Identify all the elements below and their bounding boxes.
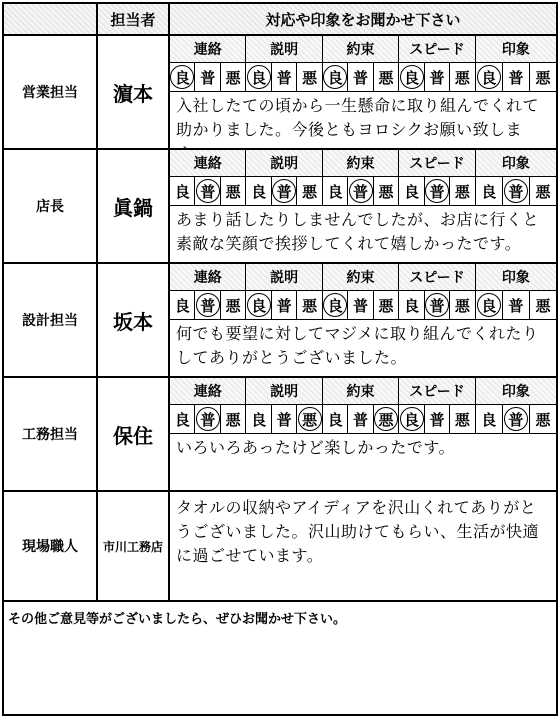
section-3 bbox=[4, 378, 556, 492]
grade-option[interactable]: 悪 bbox=[535, 182, 551, 201]
category-label: 連絡 bbox=[170, 150, 246, 176]
grade-option[interactable]: 良 bbox=[323, 291, 348, 319]
grade-option[interactable]: 悪 bbox=[535, 410, 551, 429]
comment-text: いろいろあったけど楽しかったです。 bbox=[176, 438, 456, 457]
grade-option[interactable]: 良 bbox=[170, 291, 195, 319]
grade-option[interactable]: 良 bbox=[323, 405, 348, 433]
grade-option[interactable]: 良 bbox=[246, 177, 271, 205]
evaluation-area bbox=[170, 492, 556, 600]
grade-option[interactable]: 良 bbox=[246, 63, 271, 91]
grade-option[interactable]: 良 bbox=[246, 291, 271, 319]
footer-section bbox=[4, 602, 556, 714]
grade-group bbox=[170, 177, 246, 205]
grade-option[interactable]: 悪 bbox=[535, 68, 551, 87]
section-1 bbox=[4, 150, 556, 264]
grade-option[interactable]: 普 bbox=[348, 291, 373, 319]
role-label: 設計担当 bbox=[4, 264, 98, 376]
grade-group bbox=[170, 405, 246, 433]
category-label: スピード bbox=[399, 264, 475, 290]
grade-group bbox=[399, 291, 475, 319]
grade-option[interactable]: 悪 bbox=[454, 68, 470, 87]
survey-sheet bbox=[2, 2, 558, 716]
grade-option[interactable]: 悪 bbox=[374, 405, 398, 433]
grade-option[interactable]: 悪 bbox=[378, 182, 394, 201]
grade-group bbox=[399, 405, 475, 433]
grade-group bbox=[170, 291, 246, 319]
grade-option[interactable]: 良 bbox=[246, 405, 271, 433]
grade-option[interactable]: 普 bbox=[195, 291, 220, 319]
category-label: スピード bbox=[399, 150, 475, 176]
grade-option[interactable]: 良 bbox=[476, 177, 503, 205]
grade-option[interactable]: 悪 bbox=[225, 68, 241, 87]
header-request: 対応や印象をお聞かせ下さい bbox=[265, 10, 461, 29]
category-row bbox=[170, 264, 556, 291]
comment-text: 入社したての頃から一生懸命に取り組んでくれて助かりました。今後ともヨロシクお願い致しま bbox=[176, 96, 540, 139]
grade-group bbox=[323, 177, 399, 205]
grade-option[interactable]: 良 bbox=[170, 177, 195, 205]
grade-option[interactable]: 普 bbox=[425, 291, 450, 319]
grade-option[interactable]: 良 bbox=[323, 63, 348, 91]
category-row bbox=[170, 36, 556, 63]
evaluation-area bbox=[170, 378, 556, 490]
grade-option[interactable]: 良 bbox=[170, 405, 195, 433]
comment-text: 何でも要望に対してマジメに取り組んでくれたりしてありがとうございました。 bbox=[176, 324, 539, 367]
grade-option[interactable]: 悪 bbox=[378, 68, 394, 87]
grade-group bbox=[246, 405, 322, 433]
category-label: 説明 bbox=[246, 36, 322, 62]
role-label: 工務担当 bbox=[4, 378, 98, 490]
grade-option[interactable]: 普 bbox=[503, 291, 530, 319]
category-label: 連絡 bbox=[170, 378, 246, 404]
category-row bbox=[170, 150, 556, 177]
grade-option[interactable]: 悪 bbox=[302, 182, 318, 201]
header-person-col: 担当者 bbox=[98, 4, 170, 34]
category-label: 約束 bbox=[323, 36, 399, 62]
grade-group bbox=[246, 177, 322, 205]
grade-option[interactable]: 普 bbox=[348, 63, 373, 91]
header-blank bbox=[4, 4, 98, 34]
grade-group bbox=[399, 177, 475, 205]
grade-option[interactable]: 良 bbox=[476, 63, 503, 91]
grade-option[interactable]: 悪 bbox=[454, 182, 470, 201]
grade-option[interactable]: 普 bbox=[272, 177, 297, 205]
category-label: 印象 bbox=[501, 156, 530, 172]
grade-group bbox=[323, 405, 399, 433]
category-label: 印象 bbox=[501, 384, 530, 400]
grade-option[interactable]: 良 bbox=[170, 63, 195, 91]
category-label: スピード bbox=[399, 36, 475, 62]
grade-option[interactable]: 良 bbox=[399, 177, 424, 205]
grade-group bbox=[246, 291, 322, 319]
category-row bbox=[170, 378, 556, 405]
evaluation-area bbox=[170, 264, 556, 376]
grade-option[interactable]: 普 bbox=[348, 405, 373, 433]
category-label: 印象 bbox=[501, 42, 530, 58]
grade-group bbox=[476, 405, 556, 433]
grade-group bbox=[399, 63, 475, 91]
grade-option[interactable]: 悪 bbox=[297, 405, 321, 433]
grade-option[interactable]: 良 bbox=[476, 405, 503, 433]
grade-option[interactable]: 普 bbox=[425, 405, 450, 433]
grade-row bbox=[170, 177, 556, 206]
grade-option[interactable]: 普 bbox=[272, 291, 297, 319]
grade-option[interactable]: 良 bbox=[476, 291, 503, 319]
grade-option[interactable]: 悪 bbox=[225, 410, 241, 429]
grade-row bbox=[170, 63, 556, 92]
category-label: 連絡 bbox=[170, 36, 246, 62]
grade-option[interactable]: 普 bbox=[195, 177, 220, 205]
category-label: スピード bbox=[399, 378, 475, 404]
grade-option[interactable]: 悪 bbox=[302, 68, 318, 87]
grade-option[interactable]: 悪 bbox=[225, 296, 241, 315]
grade-option[interactable]: 悪 bbox=[535, 296, 551, 315]
person-name: 濵本 bbox=[98, 36, 170, 148]
category-label: 説明 bbox=[246, 378, 322, 404]
category-label: 約束 bbox=[323, 150, 399, 176]
person-name: 保住 bbox=[98, 378, 170, 490]
grade-option[interactable]: 悪 bbox=[454, 410, 470, 429]
person-name: 坂本 bbox=[98, 264, 170, 376]
evaluation-area bbox=[170, 150, 556, 262]
category-label: 連絡 bbox=[170, 264, 246, 290]
grade-option[interactable]: 悪 bbox=[225, 182, 241, 201]
grade-option[interactable]: 悪 bbox=[302, 296, 318, 315]
evaluation-area bbox=[170, 36, 556, 148]
comment-text: タオルの収納やアイディアを沢山くれてありがとうございました。沢山助けてもらい、生活が快適に過ごせています。 bbox=[176, 498, 540, 565]
grade-group bbox=[323, 63, 399, 91]
category-label: 印象 bbox=[501, 270, 530, 286]
grade-option[interactable]: 普 bbox=[503, 177, 530, 205]
grade-group bbox=[246, 63, 322, 91]
grade-option[interactable]: 普 bbox=[195, 63, 220, 91]
grade-option[interactable]: 普 bbox=[425, 63, 450, 91]
role-label: 現場職人 bbox=[4, 492, 98, 600]
grade-option[interactable]: 普 bbox=[348, 177, 373, 205]
person-name: 市川工務店 bbox=[98, 492, 170, 600]
grade-row bbox=[170, 291, 556, 320]
section-0 bbox=[4, 36, 556, 150]
grade-option[interactable]: 普 bbox=[272, 405, 297, 433]
footer-label: その他ご意見等がございましたら、ぜひお聞かせ下さい。 bbox=[8, 612, 347, 627]
grade-row bbox=[170, 405, 556, 434]
grade-option[interactable]: 普 bbox=[503, 63, 530, 91]
grade-option[interactable]: 良 bbox=[399, 63, 424, 91]
grade-option[interactable]: 良 bbox=[399, 291, 424, 319]
person-name: 眞鍋 bbox=[98, 150, 170, 262]
category-label: 約束 bbox=[323, 264, 399, 290]
grade-group bbox=[170, 63, 246, 91]
role-label: 店長 bbox=[4, 150, 98, 262]
grade-group bbox=[323, 291, 399, 319]
grade-option[interactable]: 普 bbox=[272, 63, 297, 91]
category-label: 約束 bbox=[323, 378, 399, 404]
grade-option[interactable]: 普 bbox=[195, 405, 220, 433]
comment-text: あまり話したりしませんでしたが、お店に行くと素敵な笑顔で挨拶してくれて嬉しかったです。 bbox=[176, 210, 540, 253]
grade-option[interactable]: 良 bbox=[323, 177, 348, 205]
grade-option[interactable]: 良 bbox=[399, 405, 424, 433]
category-label: 説明 bbox=[246, 264, 322, 290]
grade-option[interactable]: 悪 bbox=[454, 296, 470, 315]
header-row bbox=[4, 4, 556, 36]
category-label: 説明 bbox=[246, 150, 322, 176]
grade-group bbox=[476, 63, 556, 91]
role-label: 営業担当 bbox=[4, 36, 98, 148]
grade-group bbox=[476, 291, 556, 319]
grade-option[interactable]: 普 bbox=[503, 405, 530, 433]
grade-option[interactable]: 悪 bbox=[378, 296, 394, 315]
grade-option[interactable]: 普 bbox=[425, 177, 450, 205]
section-2 bbox=[4, 264, 556, 378]
grade-group bbox=[476, 177, 556, 205]
section-4 bbox=[4, 492, 556, 602]
